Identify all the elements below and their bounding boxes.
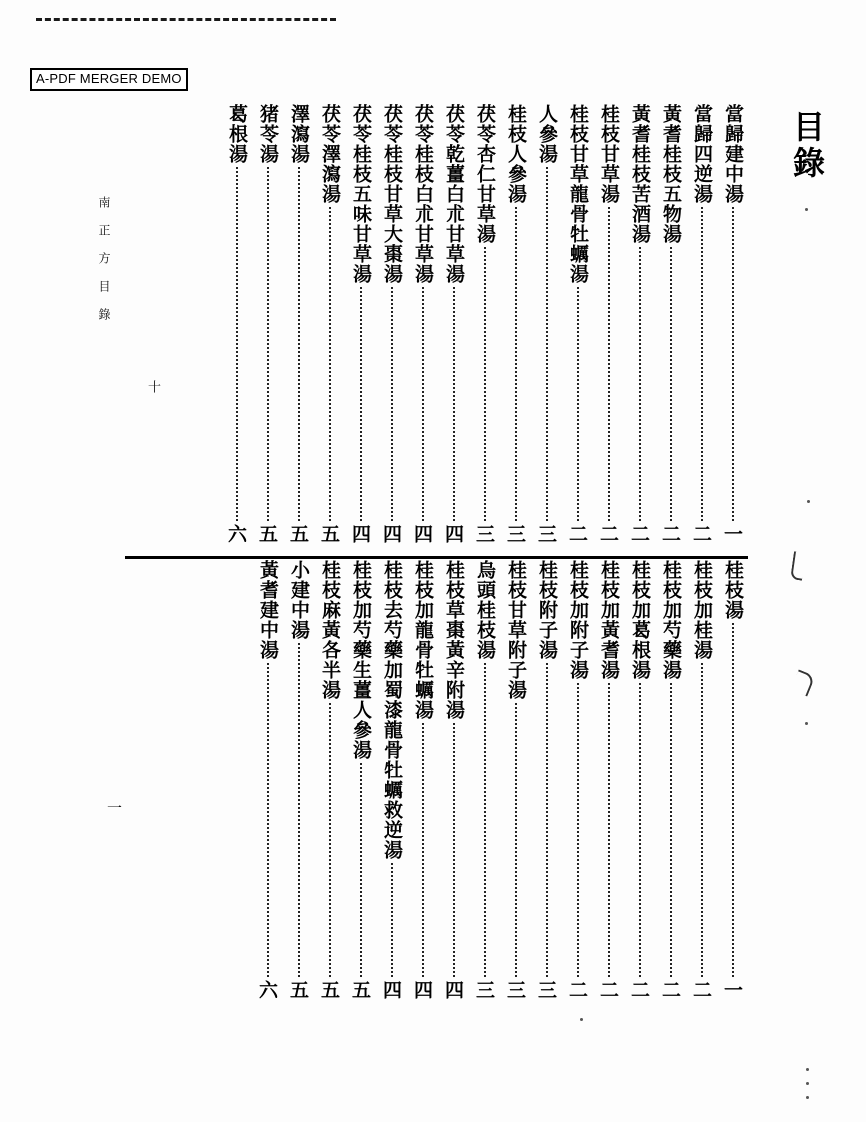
toc-entry-page-number: 三 — [504, 980, 526, 1000]
toc-entry-label: 茯苓桂枝五味甘草湯 — [350, 104, 372, 284]
toc-entry[interactable] — [252, 560, 283, 1000]
toc-leader-dots — [732, 623, 734, 977]
toc-leader-dots — [670, 247, 672, 521]
toc-entry-page-number: 五 — [318, 524, 340, 544]
toc-entry-page-number: 五 — [287, 524, 309, 544]
toc-entry-label: 桂枝加芍藥湯 — [660, 560, 682, 680]
scan-artifact-mark — [791, 669, 816, 696]
folio-upper: 十 — [145, 380, 160, 393]
toc-entry-label: 桂枝加葛根湯 — [629, 560, 651, 680]
toc-band-lower — [118, 560, 748, 1010]
toc-entry-page-number: 二 — [628, 980, 650, 1000]
toc-entry-label: 桂枝加附子湯 — [567, 560, 589, 680]
toc-leader-dots — [236, 167, 238, 521]
toc-leader-dots — [329, 207, 331, 521]
toc-entry-page-number: 四 — [442, 980, 464, 1000]
toc-entry-page-number: 五 — [287, 980, 309, 1000]
toc-entry-page-number: 三 — [535, 980, 557, 1000]
toc-entry-page-number: 六 — [256, 980, 278, 1000]
toc-leader-dots — [422, 287, 424, 521]
toc-leader-dots — [360, 763, 362, 977]
scan-speck — [806, 1082, 809, 1085]
toc-entry-list-lower — [252, 560, 748, 1000]
toc-entry[interactable] — [345, 560, 376, 1000]
toc-entry-page-number: 二 — [597, 980, 619, 1000]
toc-entry-label: 猪苓湯 — [257, 104, 279, 164]
toc-entry-page-number: 二 — [690, 524, 712, 544]
toc-leader-dots — [453, 287, 455, 521]
toc-entry-page-number: 五 — [349, 980, 371, 1000]
toc-entry-label: 當歸四逆湯 — [691, 104, 713, 204]
toc-leader-dots — [267, 167, 269, 521]
toc-entry[interactable] — [376, 104, 407, 544]
toc-leader-dots — [670, 683, 672, 977]
toc-leader-dots — [608, 683, 610, 977]
toc-entry-label: 葛根湯 — [226, 104, 248, 164]
toc-entry[interactable] — [562, 104, 593, 544]
toc-entry-label: 桂枝加龍骨牡蠣湯 — [412, 560, 434, 720]
scan-speck — [806, 1068, 809, 1071]
toc-entry-label: 桂枝加桂湯 — [691, 560, 713, 660]
toc-entry-label: 桂枝麻黃各半湯 — [319, 560, 341, 700]
toc-entry-page-number: 二 — [659, 524, 681, 544]
toc-entry[interactable] — [345, 104, 376, 544]
toc-leader-dots — [267, 663, 269, 977]
toc-entry-page-number: 四 — [411, 980, 433, 1000]
toc-entry[interactable] — [686, 104, 717, 544]
toc-entry-label: 黃耆建中湯 — [257, 560, 279, 660]
toc-entry[interactable] — [624, 104, 655, 544]
toc-entry[interactable] — [469, 104, 500, 544]
toc-entry-label: 茯苓澤瀉湯 — [319, 104, 341, 204]
toc-entry-label: 桂枝附子湯 — [536, 560, 558, 660]
toc-entry[interactable] — [252, 104, 283, 544]
toc-entry-label: 桂枝加芍藥生薑人參湯 — [350, 560, 372, 760]
toc-leader-dots — [391, 863, 393, 977]
toc-leader-dots — [515, 207, 517, 521]
top-dashed-rule — [36, 18, 336, 21]
toc-entry[interactable] — [469, 560, 500, 1000]
toc-leader-dots — [608, 207, 610, 521]
toc-entry[interactable] — [593, 104, 624, 544]
scan-speck — [580, 1018, 583, 1021]
toc-entry-label: 桂枝甘草湯 — [598, 104, 620, 204]
toc-entry-page-number: 四 — [442, 524, 464, 544]
toc-leader-dots — [484, 247, 486, 521]
toc-entry-label: 桂枝甘草龍骨牡蠣湯 — [567, 104, 589, 284]
toc-entry-label: 當歸建中湯 — [722, 104, 744, 204]
toc-entry-page-number: 二 — [659, 980, 681, 1000]
scan-artifact-mark — [790, 551, 806, 580]
toc-leader-dots — [639, 247, 641, 521]
watermark-badge: A-PDF MERGER DEMO — [30, 68, 188, 91]
toc-entry[interactable] — [314, 104, 345, 544]
toc-entry[interactable] — [438, 104, 469, 544]
toc-entry-label: 桂枝加黃耆湯 — [598, 560, 620, 680]
toc-entry[interactable] — [283, 104, 314, 544]
toc-leader-dots — [701, 207, 703, 521]
toc-entry-label: 小建中湯 — [288, 560, 310, 640]
band-divider — [125, 556, 748, 559]
toc-entry-page-number: 五 — [318, 980, 340, 1000]
toc-entry[interactable] — [500, 560, 531, 1000]
toc-entry[interactable] — [593, 560, 624, 1000]
toc-entry[interactable] — [221, 104, 252, 544]
toc-leader-dots — [546, 663, 548, 977]
toc-entry-label: 茯苓桂枝白朮甘草湯 — [412, 104, 434, 284]
toc-entry[interactable] — [717, 104, 748, 544]
toc-entry-page-number: 三 — [473, 980, 495, 1000]
toc-entry-list-upper — [221, 104, 748, 544]
toc-entry-page-number: 二 — [597, 524, 619, 544]
toc-band-upper — [118, 104, 748, 549]
toc-entry-label: 桂枝去芍藥加蜀漆龍骨牡蠣救逆湯 — [381, 560, 403, 860]
toc-entry[interactable] — [283, 560, 314, 1000]
toc-entry-page-number: 二 — [566, 980, 588, 1000]
toc-entry[interactable] — [686, 560, 717, 1000]
toc-entry-page-number: 四 — [349, 524, 371, 544]
scan-speck — [805, 208, 808, 211]
toc-leader-dots — [329, 703, 331, 977]
toc-entry-page-number: 六 — [225, 524, 247, 544]
toc-leader-dots — [422, 723, 424, 977]
toc-entry[interactable] — [655, 104, 686, 544]
toc-leader-dots — [577, 683, 579, 977]
toc-entry-label: 澤瀉湯 — [288, 104, 310, 164]
folio-lower: 一 — [105, 800, 123, 815]
toc-leader-dots — [639, 683, 641, 977]
toc-leader-dots — [515, 703, 517, 977]
scan-speck — [807, 500, 810, 503]
toc-entry-label: 桂枝湯 — [722, 560, 744, 620]
toc-entry-label: 人參湯 — [536, 104, 558, 164]
toc-entry-label: 桂枝甘草附子湯 — [505, 560, 527, 700]
toc-entry[interactable] — [562, 560, 593, 1000]
toc-entry[interactable] — [407, 104, 438, 544]
toc-leader-dots — [577, 287, 579, 521]
toc-entry-page-number: 二 — [566, 524, 588, 544]
toc-entry-page-number: 二 — [690, 980, 712, 1000]
toc-entry-label: 黃耆桂枝五物湯 — [660, 104, 682, 244]
toc-entry[interactable] — [531, 104, 562, 544]
toc-entry[interactable] — [655, 560, 686, 1000]
toc-entry[interactable] — [438, 560, 469, 1000]
toc-leader-dots — [701, 663, 703, 977]
toc-entry-page-number: 四 — [411, 524, 433, 544]
toc-entry[interactable] — [531, 560, 562, 1000]
toc-entry[interactable] — [314, 560, 345, 1000]
toc-entry-page-number: 一 — [721, 524, 743, 544]
toc-leader-dots — [298, 643, 300, 977]
toc-leader-dots — [360, 287, 362, 521]
toc-leader-dots — [732, 207, 734, 521]
toc-entry-label: 茯苓桂枝甘草大棗湯 — [381, 104, 403, 284]
scan-speck — [805, 722, 808, 725]
toc-entry-page-number: 三 — [473, 524, 495, 544]
toc-leader-dots — [298, 167, 300, 521]
toc-entry-page-number: 三 — [535, 524, 557, 544]
toc-entry[interactable] — [407, 560, 438, 1000]
toc-entry[interactable] — [624, 560, 655, 1000]
toc-entry-label: 烏頭桂枝湯 — [474, 560, 496, 660]
toc-entry-label: 茯苓杏仁甘草湯 — [474, 104, 496, 244]
toc-entry[interactable] — [717, 560, 748, 1000]
toc-leader-dots — [453, 723, 455, 977]
toc-entry-label: 茯苓乾薑白朮甘草湯 — [443, 104, 465, 284]
toc-entry-page-number: 三 — [504, 524, 526, 544]
toc-entry-page-number: 二 — [628, 524, 650, 544]
toc-leader-dots — [546, 167, 548, 521]
toc-entry-label: 桂枝草棗黃辛附湯 — [443, 560, 465, 720]
toc-entry-label: 黃耆桂枝苦酒湯 — [629, 104, 651, 244]
toc-entry-label: 桂枝人參湯 — [505, 104, 527, 204]
toc-entry-page-number: 四 — [380, 980, 402, 1000]
page-title: 目錄 — [788, 110, 826, 182]
scan-speck — [806, 1096, 809, 1099]
toc-entry[interactable] — [500, 104, 531, 544]
toc-leader-dots — [391, 287, 393, 521]
toc-entry-page-number: 五 — [256, 524, 278, 544]
toc-entry-page-number: 一 — [721, 980, 743, 1000]
toc-entry[interactable] — [376, 560, 407, 1000]
toc-leader-dots — [484, 663, 486, 977]
running-head: 南正方目錄 — [97, 196, 111, 336]
toc-entry-page-number: 四 — [380, 524, 402, 544]
